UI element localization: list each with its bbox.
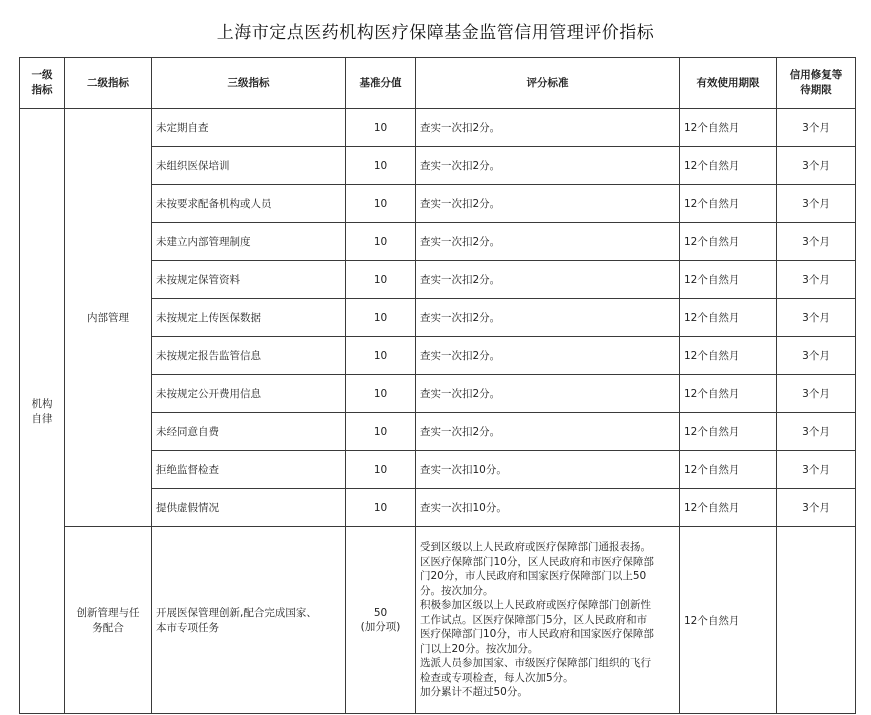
base-score: 10 (346, 375, 416, 413)
base-score: 10 (346, 413, 416, 451)
base-score: 10 (346, 451, 416, 489)
repair-period: 3个月 (777, 147, 856, 185)
validity-period: 12个自然月 (680, 375, 777, 413)
base-score: 10 (346, 147, 416, 185)
level3-item: 未按规定保管资料 (152, 261, 346, 299)
repair-period: 3个月 (777, 375, 856, 413)
scoring-standard: 查实一次扣2分。 (416, 261, 680, 299)
scoring-standard: 查实一次扣2分。 (416, 337, 680, 375)
validity-period: 12个自然月 (680, 489, 777, 527)
repair-period: 3个月 (777, 299, 856, 337)
repair-period: 3个月 (777, 223, 856, 261)
scoring-line: 积极参加区级以上人民政府或医疗保障部门创新性 (420, 599, 651, 612)
header-level3: 三级指标 (152, 58, 346, 109)
level3-item: 未按规定报告监管信息 (152, 337, 346, 375)
level2-label: 创新管理与任 务配合 (76, 607, 140, 634)
level3-item: 未建立内部管理制度 (152, 223, 346, 261)
base-score: 10 (346, 109, 416, 147)
table-row (20, 527, 856, 714)
header-scoring: 评分标准 (416, 58, 680, 109)
header-validity: 有效使用期限 (680, 58, 777, 109)
header-level1: 一级 指标 (20, 58, 65, 109)
base-score (346, 527, 416, 714)
scoring-line: 门以上20分。按次加分。 (420, 642, 539, 655)
scoring-line: 加分累计不超过50分。 (420, 686, 528, 699)
validity-period: 12个自然月 (680, 413, 777, 451)
level1-label: 机构 自律 (31, 398, 53, 425)
repair-period: 3个月 (777, 261, 856, 299)
page-title: 上海市定点医药机构医疗保障基金监管信用管理评价指标 (216, 23, 655, 43)
scoring-line: 工作试点。区医疗保障部门5分，区人民政府和市 (420, 613, 648, 626)
base-score: 10 (346, 261, 416, 299)
validity-period: 12个自然月 (680, 451, 777, 489)
validity-period: 12个自然月 (680, 223, 777, 261)
scoring-standard: 查实一次扣2分。 (416, 147, 680, 185)
level3-item: 拒绝监督检查 (152, 451, 346, 489)
table-row (20, 109, 856, 147)
scoring-standard (416, 527, 680, 714)
scoring-line: 检查或专项检查，每人次加5分。 (420, 671, 574, 684)
validity-period: 12个自然月 (680, 337, 777, 375)
base-score-label: 50 (加分项) (360, 606, 401, 633)
scoring-standard: 查实一次扣2分。 (416, 413, 680, 451)
table-header-row (20, 58, 856, 109)
level3-item: 未按规定上传医保数据 (152, 299, 346, 337)
level3-label: 开展医保管理创新,配合完成国家、 本市专项任务 (156, 607, 317, 634)
repair-period: 3个月 (777, 413, 856, 451)
base-score: 10 (346, 299, 416, 337)
scoring-line: 门20分，市人民政府和国家医疗保障部门以上50 (420, 570, 647, 583)
level3-item (152, 527, 346, 714)
level3-item: 未组织医保培训 (152, 147, 346, 185)
level1-cell (20, 109, 65, 714)
validity-period: 12个自然月 (680, 147, 777, 185)
scoring-standard: 查实一次扣2分。 (416, 185, 680, 223)
validity-period: 12个自然月 (680, 185, 777, 223)
scoring-standard: 查实一次扣2分。 (416, 223, 680, 261)
scoring-line: 区医疗保障部门10分，区人民政府和市医疗保障部 (420, 555, 654, 568)
level3-item: 提供虚假情况 (152, 489, 346, 527)
scoring-standard: 查实一次扣2分。 (416, 299, 680, 337)
level2-cell: 内部管理 (65, 109, 152, 527)
level3-item: 未按规定公开费用信息 (152, 375, 346, 413)
scoring-standard: 查实一次扣2分。 (416, 375, 680, 413)
base-score: 10 (346, 185, 416, 223)
header-level2: 二级指标 (65, 58, 152, 109)
base-score: 10 (346, 489, 416, 527)
repair-period: 3个月 (777, 451, 856, 489)
level3-item: 未经同意自费 (152, 413, 346, 451)
level2-cell (65, 527, 152, 714)
scoring-line: 分。按次加分。 (420, 584, 494, 597)
validity-period: 12个自然月 (680, 299, 777, 337)
validity-period: 12个自然月 (680, 109, 777, 147)
header-repair: 信用修复等 待期限 (777, 58, 856, 109)
repair-period (777, 527, 856, 714)
scoring-standard: 查实一次扣10分。 (416, 489, 680, 527)
validity-period: 12个自然月 (680, 261, 777, 299)
header-base-score: 基准分值 (346, 58, 416, 109)
repair-period: 3个月 (777, 109, 856, 147)
level3-item: 未按要求配备机构或人员 (152, 185, 346, 223)
repair-period: 3个月 (777, 185, 856, 223)
validity-period: 12个自然月 (680, 527, 777, 714)
repair-period: 3个月 (777, 337, 856, 375)
base-score: 10 (346, 337, 416, 375)
level3-item: 未定期自查 (152, 109, 346, 147)
indicator-table (19, 57, 856, 714)
base-score: 10 (346, 223, 416, 261)
scoring-line: 医疗保障部门10分，市人民政府和国家医疗保障部 (420, 628, 654, 641)
repair-period: 3个月 (777, 489, 856, 527)
scoring-line: 受到区级以上人民政府或医疗保障部门通报表扬。 (420, 541, 651, 554)
scoring-standard: 查实一次扣2分。 (416, 109, 680, 147)
scoring-line: 选派人员参加国家、市级医疗保障部门组织的飞行 (420, 657, 651, 670)
scoring-standard: 查实一次扣10分。 (416, 451, 680, 489)
